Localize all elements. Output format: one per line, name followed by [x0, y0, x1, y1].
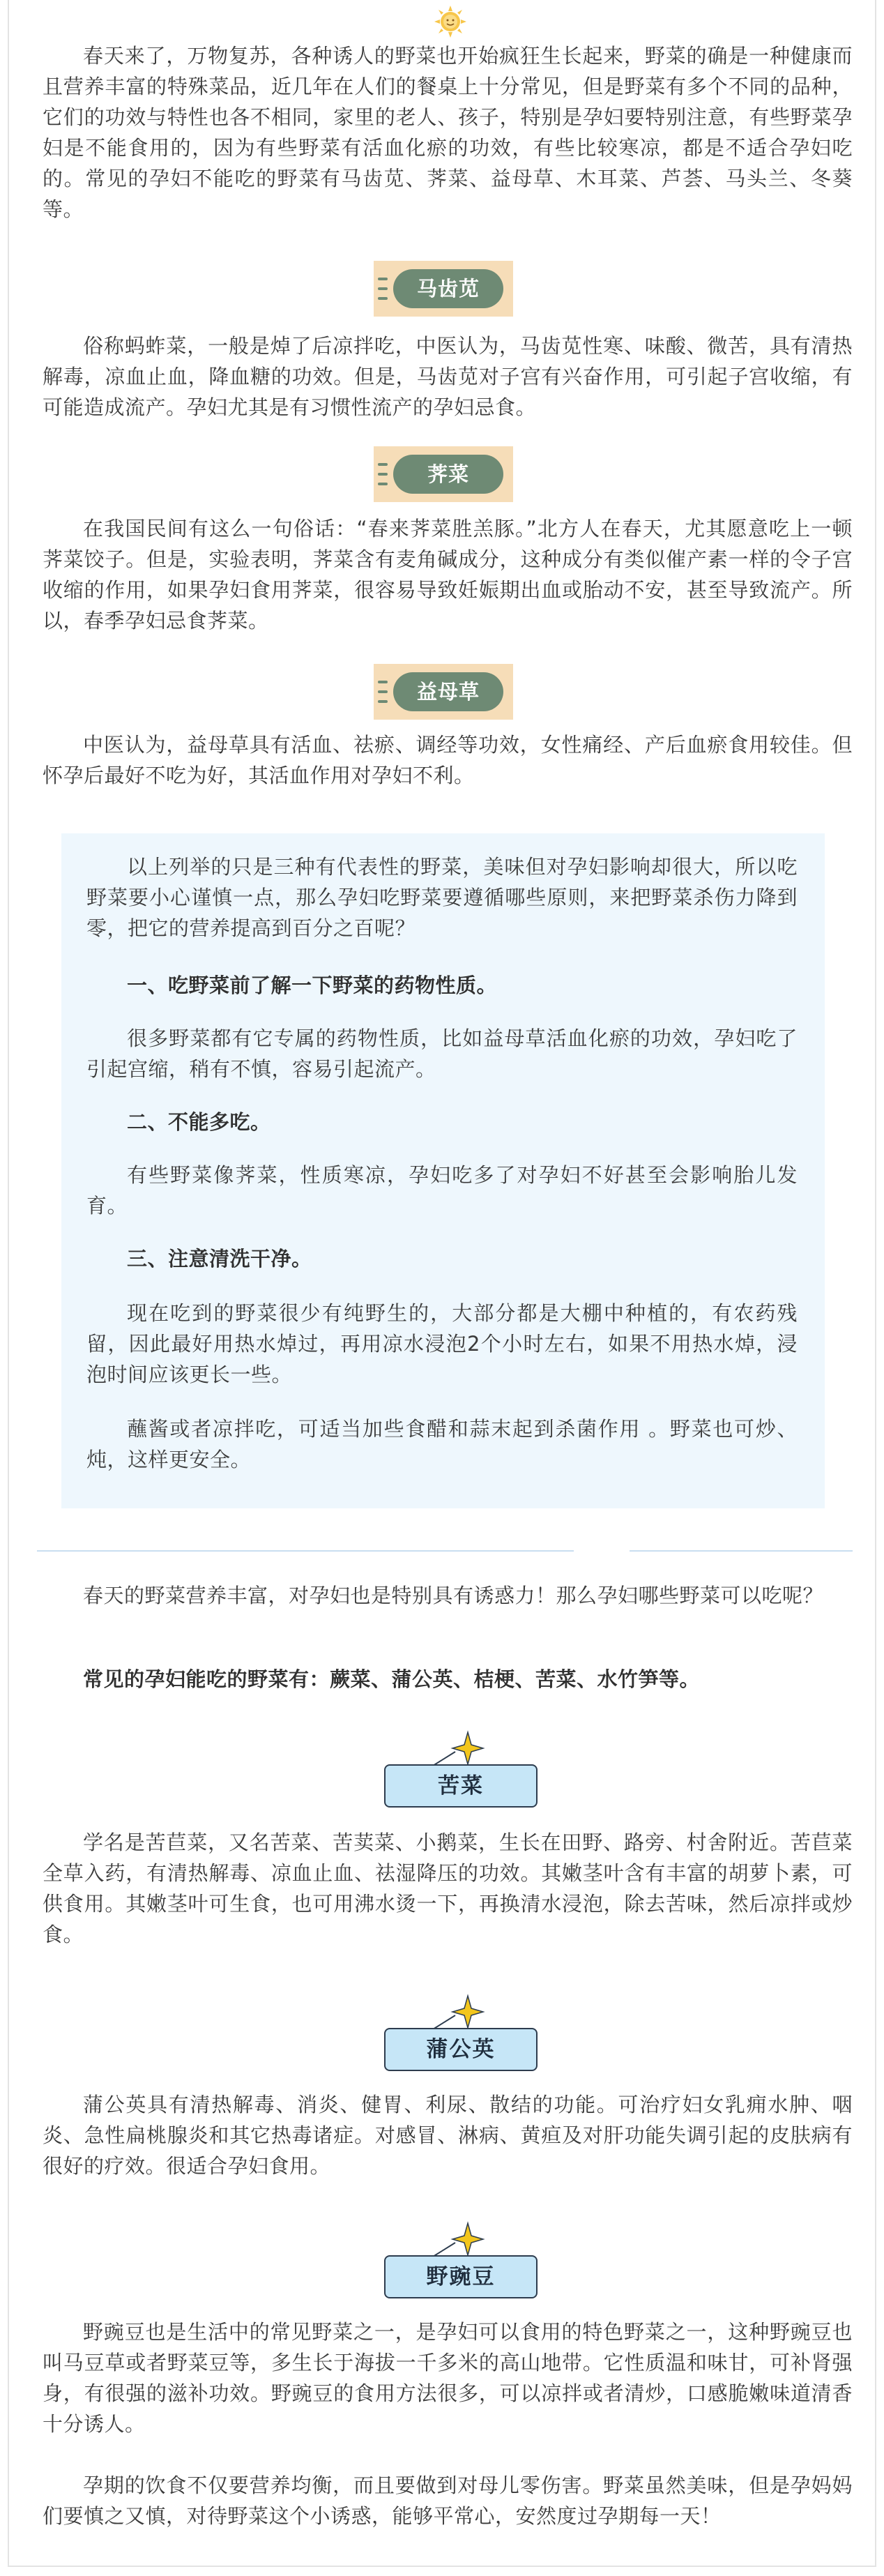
- sowthistle-paragraph: 学名是苦苣菜，又名苦菜、苦荬菜、小鹅菜，生长在田野、路旁、村舍附近。苦苣菜全草入药，有清热解毒、凉血止血、祛湿降压的功效。其嫩茎叶含有丰富的胡萝卜素，可供食用。其嫩茎叶可生食，也可用沸水烫一下，再换清水浸泡，除去苦味，然后凉拌或炒食。: [43, 1831, 853, 1946]
- sun-icon: [433, 4, 468, 39]
- section-header-purslane: [374, 261, 513, 317]
- part2-list: 常见的孕妇能吃的野菜有：蕨菜、蒲公英、桔梗、苦菜、水竹笋等。: [83, 1667, 701, 1691]
- principles-closing: 蘸酱或者凉拌吃，可适当加些食醋和蒜末起到杀菌作用 。野菜也可炒、炖，这样更安全。: [86, 1417, 798, 1471]
- section-header-dandelion: [384, 1980, 538, 2071]
- dandelion-paragraph: 蒲公英具有清热解毒、消炎、健胃、利尿、散结的功能。可治疗妇女乳痈水肿、咽炎、急性扁桃腺炎和其它热毒诸症。对感冒、淋病、黄疸及对肝功能失调引起的皮肤病有很好的疗效。很适合孕妇食用。: [43, 2093, 853, 2178]
- section-title: 荠菜: [393, 455, 503, 494]
- principle-text: 有些野菜像荠菜，性质寒凉，孕妇吃多了对孕妇不好甚至会影响胎儿发育。: [86, 1163, 798, 1218]
- article: [8, 0, 876, 2567]
- principles-box: [61, 833, 825, 1508]
- section-header-motherwort: [374, 664, 513, 720]
- vetch-paragraph: 野豌豆也是生活中的常见野菜之一，是孕妇可以食用的特色野菜之一，这种野豌豆也叫马豆草或者野菜豆等，多生长于海拔一千多米的高山地带。它性质温和味甘，可补肾强身，有很强的滋补功效。野豌豆的食用方法很多，可以凉拌或者清炒，口感脆嫩味道清香十分诱人。: [43, 2320, 853, 2436]
- section-title: 马齿苋: [393, 269, 503, 308]
- section-header-shepherds-purse: [374, 446, 513, 502]
- purslane-paragraph: 俗称蚂蚱菜，一般是焯了后凉拌吃，中医认为，马齿苋性寒、味酸、微苦，具有清热解毒，凉血止血，降血糖的功效。但是，马齿苋对子宫有兴奋作用，可引起子宫收缩，有可能造成流产。孕妇尤其是有习惯性流产的孕妇忌食。: [43, 334, 853, 419]
- conclusion-paragraph: 孕期的饮食不仅要营养均衡，而且要做到对母儿零伤害。野菜虽然美味，但是孕妈妈们要慎之又慎，对待野菜这个小诱惑，能够平常心，安然度过孕期每一天！: [43, 2473, 853, 2528]
- divider-left: [37, 1550, 574, 1552]
- section-title: 野豌豆: [384, 2255, 538, 2298]
- principle-text: 很多野菜都有它专属的药物性质，比如益母草活血化瘀的功效，孕妇吃了引起宫缩，稍有不慎，容易引起流产。: [86, 1026, 798, 1081]
- shepherds-purse-paragraph: 在我国民间有这么一句俗话：“春来荠菜胜羔豚。”北方人在春天，尤其愿意吃上一顿荠菜饺子。但是，实验表明，荠菜含有麦角碱成分，这种成分有类似催产素一样的令子宫收缩的作用，如果孕妇食用荠菜，很容易导致妊娠期出血或胎动不安，甚至导致流产。所以，春季孕妇忌食荠菜。: [43, 517, 853, 632]
- principles-intro: 以上列举的只是三种有代表性的野菜，美味但对孕妇影响却很大，所以吃野菜要小心谨慎一点，那么孕妇吃野菜要遵循哪些原则，来把野菜杀伤力降到零，把它的营养提高到百分之百呢？: [86, 855, 798, 940]
- principle-heading: 三、注意清洗干净。: [127, 1247, 312, 1271]
- principle-heading: 一、吃野菜前了解一下野菜的药物性质。: [127, 973, 498, 997]
- divider-right: [630, 1550, 853, 1552]
- section-header-vetch: [384, 2208, 538, 2298]
- part2-intro: 春天的野菜营养丰富，对孕妇也是特别具有诱惑力！那么孕妇哪些野菜可以吃呢？: [83, 1584, 824, 1607]
- principle-text: 现在吃到的野菜很少有纯野生的，大部分都是大棚中种植的，有农药残留，因此最好用热水焯过，再用凉水浸泡2个小时左右，如果不用热水焯，浸泡时间应该更长一些。: [86, 1301, 798, 1386]
- section-title: 蒲公英: [384, 2028, 538, 2071]
- motherwort-paragraph: 中医认为，益母草具有活血、祛瘀、调经等功效，女性痛经、产后血瘀食用较佳。但怀孕后最好不吃为好，其活血作用对孕妇不利。: [43, 733, 853, 787]
- principle-heading: 二、不能多吃。: [127, 1110, 271, 1134]
- section-title: 益母草: [393, 672, 503, 711]
- intro-paragraph: 春天来了，万物复苏，各种诱人的野菜也开始疯狂生长起来，野菜的确是一种健康而且营养丰富的特殊菜品，近几年在人们的餐桌上十分常见，但是野菜有多个不同的品种，它们的功效与特性也各不相同，家里的老人、孩子，特别是孕妇要特别注意，有些野菜孕妇是不能食用的，因为有些野菜有活血化瘀的功效，有些比较寒凉，都是不适合孕妇吃的。常见的孕妇不能吃的野菜有马齿苋、荠菜、益母草、木耳菜、芦荟、马头兰、冬葵等。: [43, 44, 853, 221]
- section-title: 苦菜: [384, 1764, 538, 1808]
- section-header-sowthistle: [384, 1717, 538, 1808]
